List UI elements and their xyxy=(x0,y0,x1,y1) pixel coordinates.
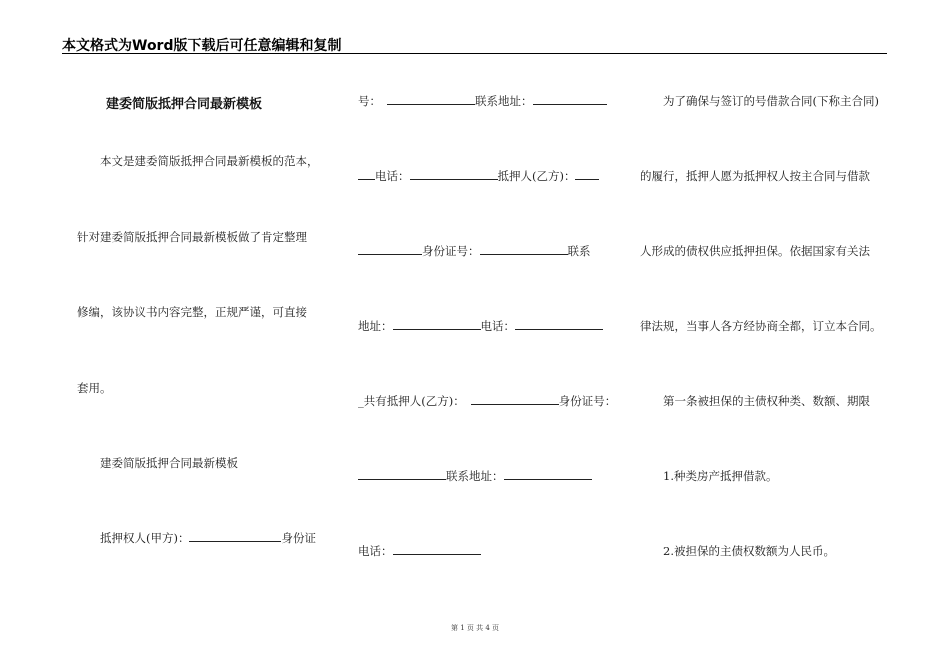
address-label: 联系地址： xyxy=(475,94,533,108)
phone-blank xyxy=(410,168,498,180)
col3-line-2: 的履行，抵押人愿为抵押权人按主合同与借款 xyxy=(640,169,870,183)
intro-line-2: 针对建委简版抵押合同最新模板做了肯定整理 xyxy=(77,230,307,244)
phone-label-2: 电话： xyxy=(480,319,515,333)
address-label-2: 地址： xyxy=(358,319,393,333)
mortgagee-blank xyxy=(189,530,281,542)
phone-label: 电话： xyxy=(375,169,410,183)
intro-line-1: 本文是建委简版抵押合同最新模板的范本， xyxy=(100,154,319,168)
address-label-3: 联系地址： xyxy=(446,469,504,483)
co-mortgagor-label: _共有抵押人(乙方)： xyxy=(358,394,465,408)
col2-line-1 xyxy=(358,93,607,109)
col3-line-4: 律法规，当事人各方经协商全都，订立本合同。 xyxy=(640,319,882,333)
id-label: 身份证 xyxy=(281,531,316,545)
lead-blank-2 xyxy=(358,243,422,255)
id-number-blank xyxy=(480,243,568,255)
col2-line-7 xyxy=(358,543,481,559)
phone-blank-2 xyxy=(515,318,603,330)
col3-line-1: 为了确保与签订的号借款合同(下称主合同) xyxy=(663,94,879,108)
address-blank-3 xyxy=(504,468,592,480)
document-title: 建委简版抵押合同最新模板 xyxy=(106,97,263,112)
address-blank-2 xyxy=(393,318,481,330)
template-subtitle: 建委简版抵押合同最新模板 xyxy=(100,456,238,470)
mortgagee-label: 抵押权人(甲方)： xyxy=(100,531,190,545)
lead-blank-3 xyxy=(358,468,446,480)
header-title: 本文格式为Word版下载后可任意编辑和复制 xyxy=(62,38,342,54)
lead-blank xyxy=(358,168,375,180)
intro-line-4: 套用。 xyxy=(77,381,112,395)
col2-line-4 xyxy=(358,318,603,334)
col2-line-5 xyxy=(358,393,616,409)
col2-line-6 xyxy=(358,468,592,484)
phone-label-3: 电话： xyxy=(358,544,393,558)
col2-line-3 xyxy=(358,243,591,259)
mortgagor-blank xyxy=(575,168,599,180)
header-divider xyxy=(62,53,887,54)
mortgagor-label: 抵押人(乙方)： xyxy=(497,169,576,183)
co-mortgagor-blank xyxy=(471,393,559,405)
id-number-label-2: 身份证号： xyxy=(558,394,617,408)
number-label: 号： xyxy=(358,94,381,108)
col2-line-2 xyxy=(358,168,599,184)
id-number-label: 身份证号： xyxy=(422,244,480,258)
intro-line-3: 修编，该协议书内容完整，正规严谨，可直接 xyxy=(77,305,307,319)
mortgagee-line xyxy=(100,530,316,546)
address-blank xyxy=(533,93,607,105)
number-blank xyxy=(387,93,475,105)
clause-2: 2.被担保的主债权数额为人民币。 xyxy=(663,544,835,558)
phone-blank-3 xyxy=(393,543,481,555)
col3-line-3: 人形成的债权供应抵押担保。依据国家有关法 xyxy=(640,244,870,258)
contact-label: 联系 xyxy=(567,244,591,258)
page-number: 第 1 页 共 4 页 xyxy=(450,624,500,632)
article-1-heading: 第一条被担保的主债权种类、数额、期限 xyxy=(663,394,870,408)
clause-1: 1.种类房产抵押借款。 xyxy=(663,469,778,483)
